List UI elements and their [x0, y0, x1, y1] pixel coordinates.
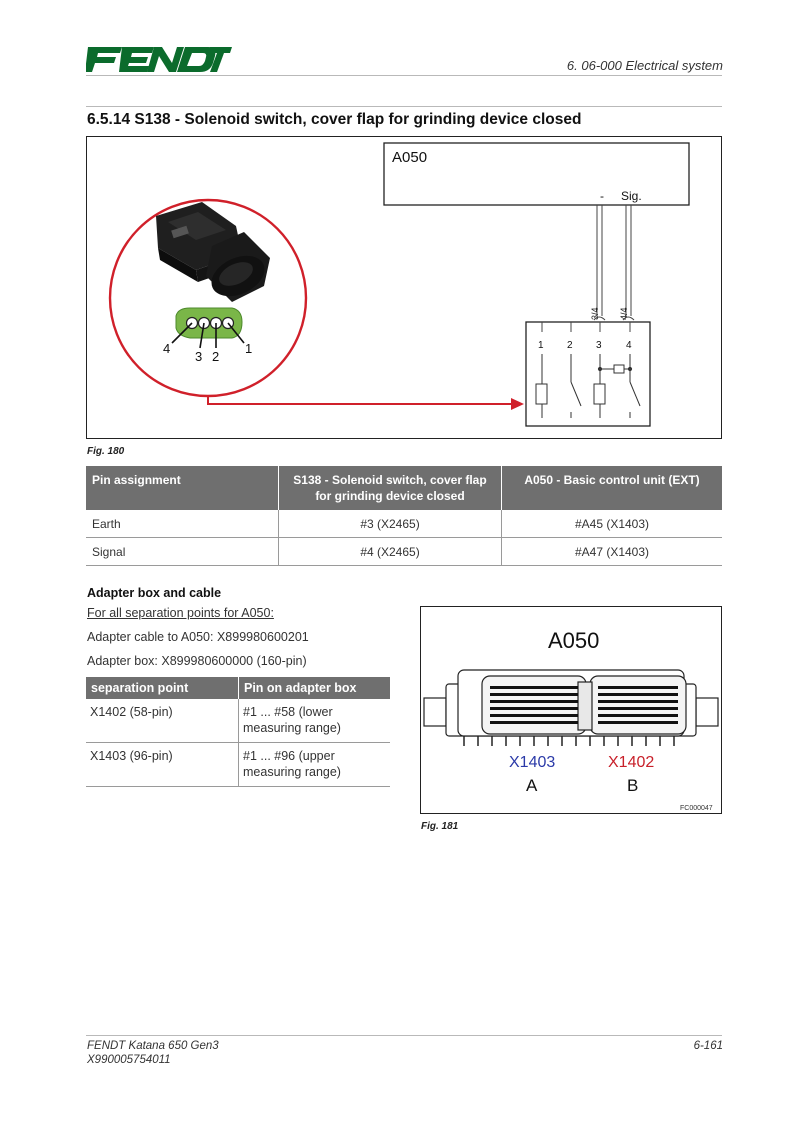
switch-module-box	[526, 322, 650, 426]
x1403-label: X1403	[509, 754, 556, 771]
sep-cell: X1402 (58-pin)	[86, 699, 239, 743]
wire-label-right: 4/4	[619, 307, 629, 320]
sep-header-point: separation point	[86, 677, 239, 699]
callout-arrow	[208, 396, 511, 404]
figure-ref: FC000047	[680, 805, 713, 812]
pin-header-assignment: Pin assignment	[86, 466, 279, 510]
connector-icon	[176, 308, 242, 338]
sep-header-pin: Pin on adapter box	[239, 677, 391, 699]
pin-cell: #4 (X2465)	[279, 538, 502, 566]
pin-assignment-table	[86, 466, 722, 566]
adapter-box: Adapter box: X899980600000 (160-pin)	[87, 654, 307, 668]
pin-cell: #A47 (X1403)	[502, 538, 723, 566]
table-row	[86, 699, 390, 743]
switch-pin-2: 2	[567, 340, 573, 351]
footer-divider	[86, 1035, 722, 1036]
figure-caption-181: Fig. 181	[421, 821, 459, 832]
wire-label-left: 3/4	[590, 307, 600, 320]
footer-model: FENDT Katana 650 Gen3	[87, 1040, 219, 1052]
table-row	[86, 538, 722, 566]
table-row	[86, 510, 722, 538]
section-title: 6. 06-000 Electrical system	[566, 58, 723, 73]
control-unit-figure	[420, 606, 722, 814]
x1402-label: X1402	[608, 754, 655, 771]
switch-pin-1: 1	[538, 340, 544, 351]
sep-cell: #1 ... #58 (lower measuring range)	[239, 699, 391, 743]
separation-point-table	[86, 677, 390, 787]
figure-caption-180: Fig. 180	[87, 446, 125, 457]
title-divider	[86, 106, 722, 107]
adapter-subheading: For all separation points for A050:	[87, 606, 274, 620]
page-title: 6.5.14 S138 - Solenoid switch, cover flap for grinding device closed	[87, 111, 582, 128]
sep-cell: X1403 (96-pin)	[86, 743, 239, 787]
page-number: 6-161	[693, 1040, 723, 1052]
footer-doc-number: X990005754011	[87, 1054, 171, 1066]
label-a: A	[526, 776, 538, 795]
sig-label: Sig.	[621, 189, 642, 203]
label-b: B	[627, 776, 639, 795]
adapter-heading: Adapter box and cable	[87, 586, 222, 600]
switch-pin-3: 3	[596, 340, 602, 351]
a050-box	[384, 143, 689, 205]
pin-header-s138: S138 - Solenoid switch, cover flap for grinding device closed	[279, 466, 502, 510]
connector-pin-1: 1	[245, 341, 253, 356]
pin-cell: Signal	[86, 538, 279, 566]
wiring-diagram-svg	[86, 136, 722, 439]
sep-cell: #1 ... #96 (upper measuring range)	[239, 743, 391, 787]
table-row	[86, 743, 390, 787]
connector-pin-3: 3	[195, 349, 203, 364]
header-divider	[86, 75, 722, 76]
pin-cell: #A45 (X1403)	[502, 510, 723, 538]
minus-label: -	[600, 189, 604, 203]
adapter-cable: Adapter cable to A050: X899980600201	[87, 630, 309, 644]
connector-pin-4: 4	[163, 341, 171, 356]
a050-label: A050	[392, 149, 428, 166]
connector-pin-2: 2	[212, 349, 220, 364]
pin-cell: Earth	[86, 510, 279, 538]
pin-cell: #3 (X2465)	[279, 510, 502, 538]
fendt-logo	[86, 44, 232, 74]
control-unit-svg	[420, 606, 722, 814]
a050-title: A050	[548, 628, 600, 653]
pin-header-a050: A050 - Basic control unit (EXT)	[502, 466, 723, 510]
wiring-diagram	[86, 136, 722, 439]
switch-pin-4: 4	[626, 340, 632, 351]
